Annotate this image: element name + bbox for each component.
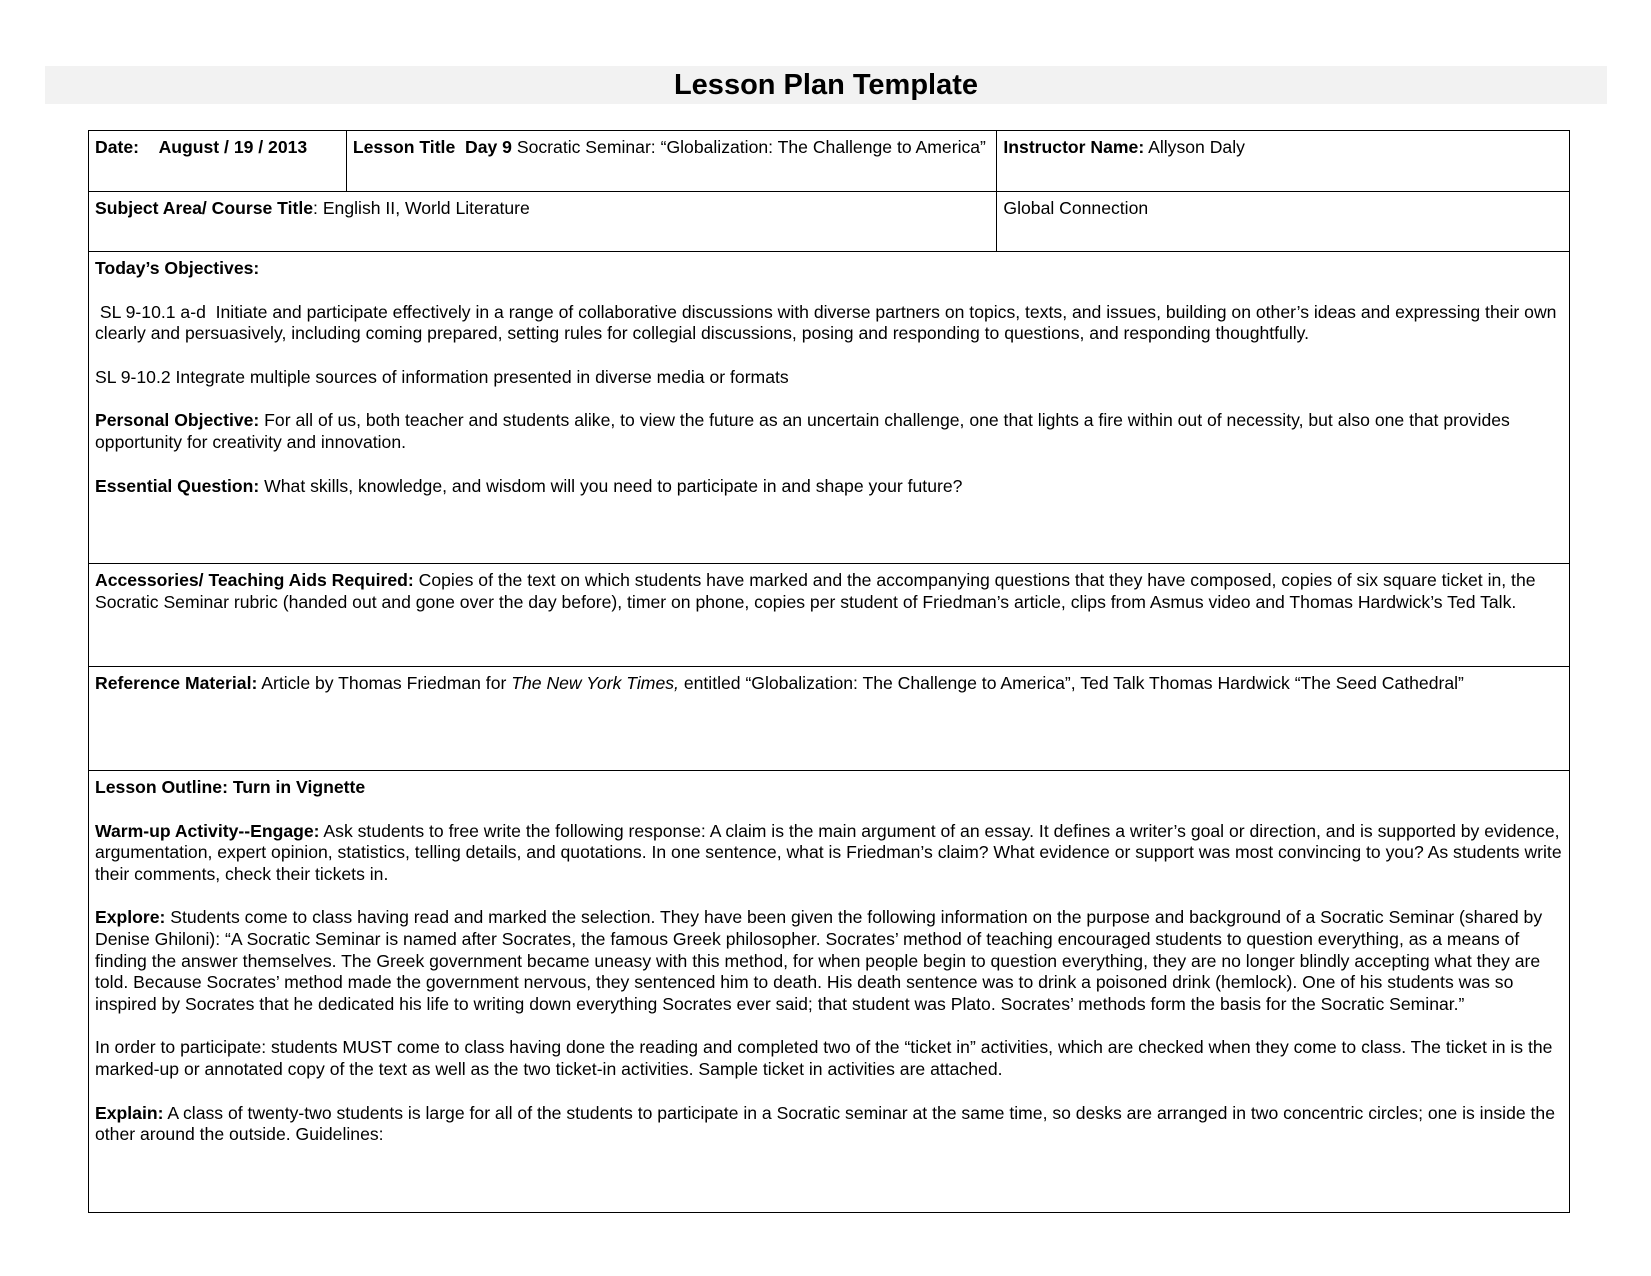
- reference-text-before: Article by Thomas Friedman for: [257, 673, 512, 693]
- instructor-cell: [997, 131, 1570, 192]
- global-connection-label: Global Connection: [1003, 198, 1149, 218]
- accessories-text: Copies of the text on which students have marked and the accompanying questions that they have composed, copies of six square ticket in, the Socratic Seminar rubric (handed out and gone over the day before), timer on phone, copies per student of Friedman’s article, clips from Asmus video and Thomas Hardwick’s Ted Talk.: [95, 570, 1536, 612]
- explain-activity: [95, 1103, 1563, 1146]
- essential-question-text: What skills, knowledge, and wisdom will you need to participate in and shape your future?: [259, 475, 963, 496]
- explain-text: A class of twenty-two students is large for all of the students to participate in a Socratic seminar at the same time, so desks are arranged in two concentric circles; one is inside the other around the outside. Guidelines:: [95, 1102, 1555, 1145]
- objectives-row: [89, 252, 1570, 564]
- warmup-activity: [95, 821, 1563, 886]
- subject-label: Subject Area/ Course Title: [95, 198, 314, 218]
- global-connection-cell: [997, 192, 1570, 252]
- accessories-label: Accessories/ Teaching Aids Required:: [95, 570, 414, 590]
- warmup-text: Ask students to free write the following response: A claim is the main argument of an essay. It defines a writer’s goal or direction, and is supported by evidence, argumentation, expert opinion, statistics, telling details, and quotations. In one sentence, what is Friedman’s claim? What evidence or support was most convincing to you? As students write their comments, check their tickets in.: [95, 820, 1562, 884]
- essential-question-label: Essential Question:: [95, 475, 260, 496]
- lesson-title-cell: [346, 131, 997, 192]
- explain-label: Explain:: [95, 1102, 164, 1123]
- lesson-day: Day 9: [465, 137, 512, 157]
- instructor-label: Instructor Name:: [1003, 137, 1145, 157]
- explore-text: Students come to class having read and marked the selection. They have been given the following information on the purpose and background of a Socratic Seminar (shared by Denise Ghiloni): “A Socratic Seminar is named after Socrates, the famous Greek philosopher. Socrates’ method of teaching encouraged students to question everything, as a means of finding the answer themselves. The Greek government became uneasy with this method, for when people begin to question everything, they are no longer blindly accepting what they are told. Because Socrates’ method made the government nervous, they sentenced him to death. His death sentence was to drink a poisoned drink (hemlock). One of his students was so inspired by Socrates that he dedicated his life to writing down everything Socrates ever said; that student was Plato. Socrates’ methods form the basis for the Socratic Seminar.”: [95, 907, 1543, 1014]
- participation-requirements: In order to participate: students MUST come to class having done the reading and completed two of the “ticket in” activities, which are checked when they come to class. The ticket in is the marked-up or annotated copy of the text as well as the two ticket-in activities. Sample ticket in activities are attached.: [95, 1037, 1553, 1079]
- reference-label: Reference Material:: [95, 673, 258, 693]
- instructor-value: Allyson Daly: [1144, 137, 1245, 157]
- personal-objective: [95, 410, 1563, 453]
- explore-activity: [95, 907, 1563, 1015]
- objectives-heading: Today’s Objectives:: [95, 258, 260, 278]
- date-cell: [89, 131, 347, 192]
- standard-sl-9-10-2: SL 9-10.2 Integrate multiple sources of information presented in diverse media or formats: [95, 366, 789, 387]
- subject-value: : English II, World Literature: [313, 198, 530, 218]
- objectives-cell: [89, 252, 1570, 564]
- reference-cell: [89, 667, 1570, 771]
- essential-question: [95, 476, 1563, 498]
- lesson-plan-table: [88, 130, 1570, 1213]
- personal-objective-label: Personal Objective:: [95, 410, 260, 431]
- date-label: Date:: [95, 137, 139, 157]
- personal-objective-text: For all of us, both teacher and students alike, to view the future as an uncertain challenge, one that lights a fire within out of necessity, but also one that provides opportunity for creativity and innovation.: [95, 410, 1510, 452]
- reference-row: [89, 667, 1570, 771]
- reference-publication: The New York Times,: [511, 673, 679, 693]
- explore-label: Explore:: [95, 907, 166, 928]
- reference-text-after: entitled “Globalization: The Challenge to America”, Ted Talk Thomas Hardwick “The Seed Cathedral”: [678, 673, 1464, 693]
- outline-cell: [89, 771, 1570, 1213]
- accessories-cell: [89, 564, 1570, 667]
- header-row: [89, 131, 1570, 192]
- page-title: Lesson Plan Template: [45, 66, 1607, 104]
- warmup-label: Warm-up Activity--Engage:: [95, 820, 320, 841]
- date-value: August / 19 / 2013: [158, 137, 308, 157]
- outline-heading: Lesson Outline: Turn in Vignette: [95, 777, 366, 797]
- outline-row: [89, 771, 1570, 1213]
- subject-row: [89, 192, 1570, 252]
- lesson-title-label: Lesson Title: [352, 137, 456, 157]
- lesson-title-text: Socratic Seminar: “Globalization: The Challenge to America”: [511, 137, 986, 157]
- standard-sl-9-10-1: SL 9-10.1 a-d Initiate and participate effectively in a range of collaborative discussions with diverse partners on topics, texts, and issues, building on other’s ideas and expressing their own clearly and persuasively, including coming prepared, setting rules for collegial discussions, posing and responding to questions, and responding thoughtfully.: [95, 301, 1562, 344]
- subject-cell: [89, 192, 997, 252]
- accessories-row: [89, 564, 1570, 667]
